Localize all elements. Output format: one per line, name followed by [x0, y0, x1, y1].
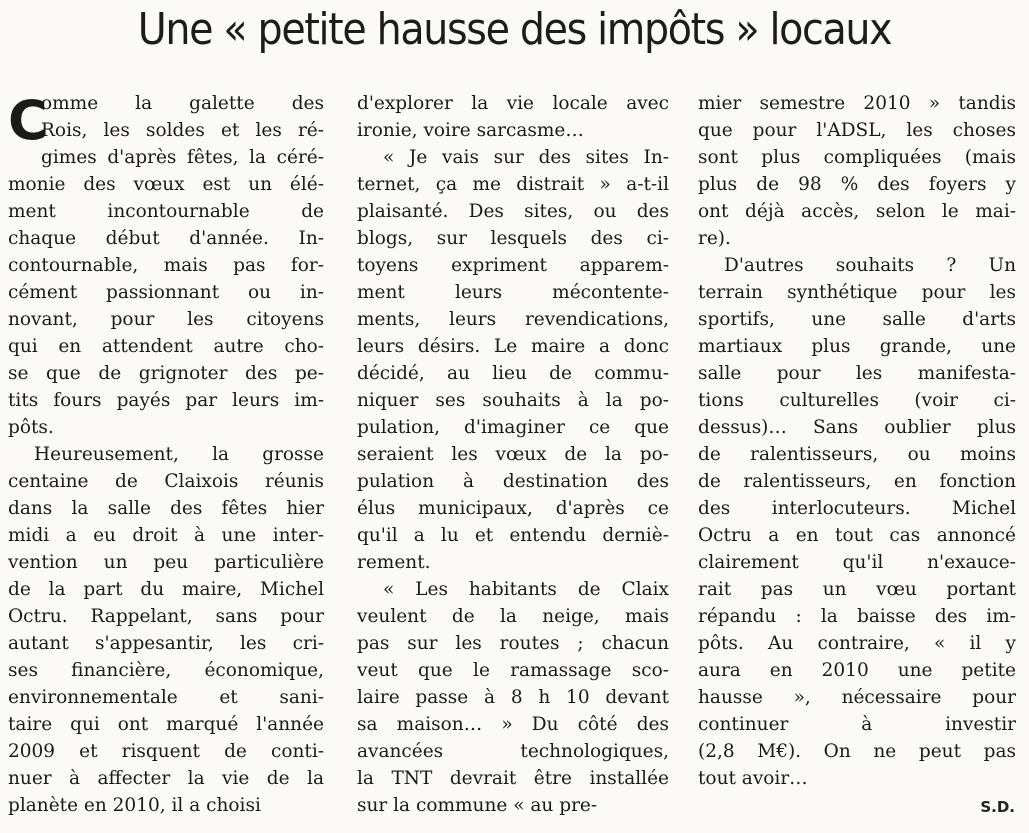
text-line: niquer ses souhaits à la po-	[357, 390, 669, 411]
text-line: tions culturelles (voir ci-	[698, 390, 1016, 411]
text-line: pôts. Au contraire, « il y	[698, 633, 1016, 654]
author-signature: S.D.	[980, 798, 1015, 816]
text-line: ment leurs mécontente-	[357, 282, 669, 303]
text-line: (2,8 M€). On ne peut pas	[698, 741, 1016, 762]
text-line: rement.	[357, 552, 431, 573]
text-line: pôts.	[8, 417, 54, 438]
text-line: re).	[698, 228, 731, 249]
text-line: de la part du maire, Michel	[8, 579, 324, 600]
text-line: Octru. Rappelant, sans pour	[8, 606, 324, 627]
column-3	[698, 90, 1016, 792]
text-line: ternet, ça me distrait » a-t-il	[357, 174, 669, 195]
text-line: monie des vœux est un élé-	[8, 174, 324, 195]
text-line: ments, leurs revendications,	[357, 309, 669, 330]
text-line: des interlocuteurs. Michel	[698, 498, 1016, 519]
text-line: omme la galette des	[41, 93, 324, 114]
text-line: la TNT devrait être installée	[357, 768, 669, 789]
text-line: 2009 et risquent de conti-	[8, 741, 324, 762]
text-line: « Je vais sur des sites In-	[383, 147, 669, 168]
drop-cap: C	[8, 89, 48, 152]
text-line: continuer à investir	[698, 714, 1016, 735]
text-line: terrain synthétique pour les	[698, 282, 1016, 303]
text-line: sa maison… » Du côté des	[357, 714, 669, 735]
text-line: pulation, d'imaginer ce que	[357, 417, 669, 438]
text-line: aura en 2010 une petite	[698, 660, 1016, 681]
text-line: pas sur les routes ; chacun	[357, 633, 669, 654]
text-line: gimes d'après fêtes, la céré-	[41, 147, 324, 168]
text-line: sportifs, une salle d'arts	[698, 309, 1016, 330]
text-line: avancées technologiques,	[357, 741, 669, 762]
text-line: veut que le ramassage sco-	[357, 660, 669, 681]
text-line: ont déjà accès, selon le mai-	[698, 201, 1016, 222]
text-line: Heureusement, la grosse	[34, 444, 324, 465]
text-line: contournable, mais pas for-	[8, 255, 324, 276]
text-line: taire qui ont marqué l'année	[8, 714, 324, 735]
text-line: qu'il a lu et entendu derniè-	[357, 525, 669, 546]
text-line: se que de grignoter des pe-	[8, 363, 324, 384]
text-line: Octru a en tout cas annoncé	[698, 525, 1016, 546]
text-line: sont plus compliquées (mais	[698, 147, 1016, 168]
text-line: laire passe à 8 h 10 devant	[357, 687, 669, 708]
text-line: autant s'appesantir, les cri-	[8, 633, 324, 654]
text-line: tits fours payés par leurs im-	[8, 390, 324, 411]
text-line: élus municipaux, d'après ce	[357, 498, 669, 519]
text-line: veulent de la neige, mais	[357, 606, 669, 627]
column-2	[357, 90, 669, 819]
text-line: clairement qu'il n'exauce-	[698, 552, 1016, 573]
column-1	[8, 90, 324, 819]
text-line: rait pas un vœu portant	[698, 579, 1016, 600]
text-line: de ralentisseurs, ou moins	[698, 444, 1016, 465]
text-line: qui en attendent autre cho-	[8, 336, 324, 357]
text-line: centaine de Claixois réunis	[8, 471, 324, 492]
text-line: toyens expriment apparem-	[357, 255, 669, 276]
text-line: dessus)… Sans oublier plus	[698, 417, 1016, 438]
text-line: décidé, au lieu de commu-	[357, 363, 669, 384]
text-line: que pour l'ADSL, les choses	[698, 120, 1016, 141]
text-line: ironie, voire sarcasme…	[357, 120, 584, 141]
text-line: plaisanté. Des sites, ou des	[357, 201, 669, 222]
text-line: tout avoir…	[698, 768, 808, 789]
text-line: midi a eu droit à une inter-	[8, 525, 324, 546]
text-line: environnementale et sani-	[8, 687, 324, 708]
text-line: hausse », nécessaire pour	[698, 687, 1016, 708]
text-line: cément passionnant ou in-	[8, 282, 324, 303]
text-line: mier semestre 2010 » tandis	[698, 93, 1016, 114]
headline: Une « petite hausse des impôts » locaux	[137, 4, 892, 55]
text-line: chaque début d'année. In-	[8, 228, 324, 249]
text-line: vention un peu particulière	[8, 552, 324, 573]
text-line: « Les habitants de Claix	[383, 579, 669, 600]
text-line: salle pour les manifesta-	[698, 363, 1016, 384]
text-line: nuer à affecter la vie de la	[8, 768, 324, 789]
text-line: planète en 2010, il a choisi	[8, 795, 261, 816]
text-line: ment incontournable de	[8, 201, 324, 222]
text-line: d'explorer la vie locale avec	[357, 93, 669, 114]
text-line: de ralentisseurs, en fonction	[698, 471, 1016, 492]
text-line: blogs, sur lesquels des ci-	[357, 228, 669, 249]
text-line: seraient les vœux de la po-	[357, 444, 669, 465]
text-line: répandu : la baisse des im-	[698, 606, 1016, 627]
text-line: sur la commune « au pre-	[357, 795, 598, 816]
text-line: dans la salle des fêtes hier	[8, 498, 324, 519]
text-line: D'autres souhaits ? Un	[724, 255, 1016, 276]
text-line: Rois, les soldes et les ré-	[41, 120, 324, 141]
text-line: plus de 98 % des foyers y	[698, 174, 1016, 195]
text-line: pulation à destination des	[357, 471, 669, 492]
text-line: martiaux plus grande, une	[698, 336, 1016, 357]
text-line: novant, pour les citoyens	[8, 309, 324, 330]
text-line: leurs désirs. Le maire a donc	[357, 336, 669, 357]
text-line: ses financière, économique,	[8, 660, 324, 681]
